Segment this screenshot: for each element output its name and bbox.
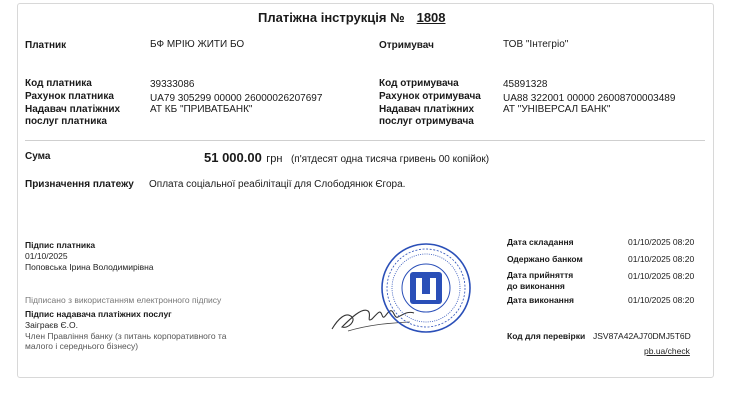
- amount-label: Сума: [25, 151, 51, 162]
- recipient-code: 45891328: [503, 79, 548, 90]
- amount-value: 51 000.00: [204, 150, 262, 165]
- recipient-provider-label-2: послуг отримувача: [379, 116, 474, 127]
- recipient-name: ТОВ "Інтегріо": [503, 39, 569, 50]
- check-code-label: Код для перевірки: [507, 331, 586, 341]
- date-accepted-label-2: до виконання: [507, 281, 565, 291]
- recipient-account: UA88 322001 00000 26008700003489: [503, 93, 676, 104]
- instruction-number: 1808: [416, 10, 446, 25]
- payer-provider-label-1: Надавач платіжних: [25, 104, 121, 115]
- e-signature-note: Підписано з використанням електронного підпису: [25, 295, 222, 305]
- payer-code-label: Код платника: [25, 78, 92, 89]
- recipient-label: Отримувач: [379, 40, 434, 51]
- payer-provider-label-2: послуг платника: [25, 116, 107, 127]
- amount-row: [204, 149, 489, 167]
- provider-signature-label: Підпис надавача платіжних послуг: [25, 309, 172, 319]
- payer-label: Платник: [25, 40, 67, 51]
- date-received-value: 01/10/2025 08:20: [628, 254, 695, 264]
- bank-stamp-icon: [380, 242, 472, 334]
- date-accepted-label-1: Дата прийняття: [507, 270, 574, 280]
- payer-account: UA79 305299 00000 26000026207697: [150, 93, 323, 104]
- payer-account-label: Рахунок платника: [25, 91, 114, 102]
- purpose-text: Оплата соціальної реабілітації для Слободянюк Єгора.: [149, 179, 406, 190]
- recipient-code-label: Код отримувача: [379, 78, 459, 89]
- payer-signature-label: Підпис платника: [25, 240, 96, 250]
- recipient-provider: АТ "УНІВЕРСАЛ БАНК": [503, 104, 611, 115]
- divider: [25, 140, 705, 141]
- payer-code: 39333086: [150, 79, 195, 90]
- date-executed-label: Дата виконання: [507, 295, 574, 305]
- payer-signer-name: Поповська Ірина Володимирівна: [25, 262, 154, 272]
- check-code: JSV87A42AJ70DMJ5T6D: [593, 331, 691, 341]
- date-executed-value: 01/10/2025 08:20: [628, 295, 695, 305]
- check-link[interactable]: pb.ua/check: [644, 346, 690, 356]
- amount-in-words: (п'ятдесят одна тисяча гривень 00 копійок): [290, 154, 490, 165]
- date-received-label: Одержано банком: [507, 254, 583, 264]
- date-accepted-value: 01/10/2025 08:20: [628, 271, 695, 281]
- date-created-label: Дата складання: [507, 237, 574, 247]
- provider-signer-position-2: малого і середнього бізнесу): [25, 341, 139, 351]
- payer-signature-date: 01/10/2025: [25, 251, 68, 261]
- date-created-value: 01/10/2025 08:20: [628, 237, 695, 247]
- provider-signer-name: Заіграєв Є.О.: [25, 320, 78, 330]
- amount-currency: грн: [266, 153, 283, 165]
- recipient-account-label: Рахунок отримувача: [379, 91, 481, 102]
- payment-instruction-document: [17, 3, 714, 378]
- recipient-provider-label-1: Надавач платіжних: [379, 104, 475, 115]
- provider-signer-position-1: Член Правління банку (з питань корпоративного та: [25, 331, 227, 341]
- title-text: Платіжна інструкція №: [258, 10, 405, 25]
- payer-provider: АТ КБ "ПРИВАТБАНК": [150, 104, 253, 115]
- document-title: [258, 9, 446, 27]
- payer-name: БФ МРІЮ ЖИТИ БО: [150, 39, 245, 50]
- purpose-label: Призначення платежу: [25, 179, 134, 190]
